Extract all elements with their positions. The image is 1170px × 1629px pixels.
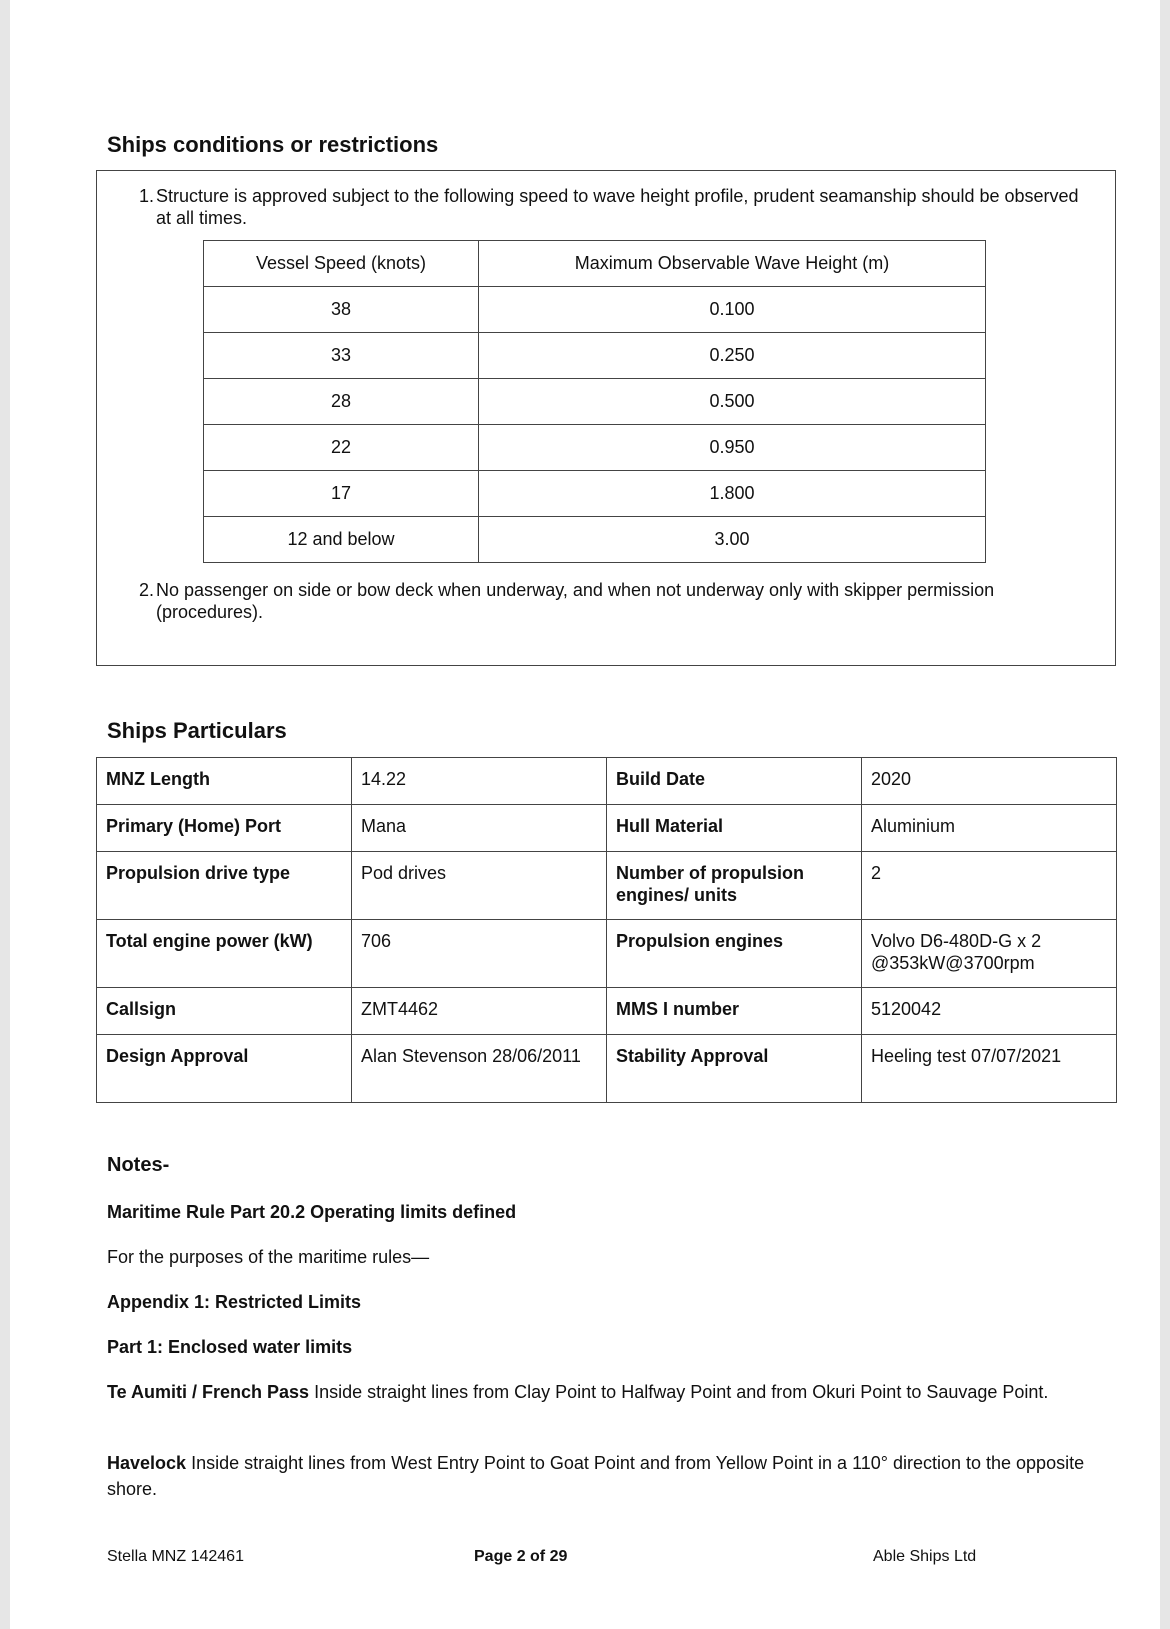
table-row (97, 920, 1117, 988)
table-row (204, 425, 986, 471)
rule-purpose-text: For the purposes of the maritime rules— (107, 1247, 430, 1267)
particular-value: 5120042 (862, 988, 1117, 1035)
particular-value: Pod drives (352, 852, 607, 920)
table-row (204, 287, 986, 333)
wave-height-column-header: Maximum Observable Wave Height (m) (479, 241, 986, 287)
footer-page-number: Page 2 of 29 (474, 1548, 568, 1565)
particulars-table (96, 757, 1117, 1103)
table-row (97, 1035, 1117, 1103)
particular-label: Total engine power (kW) (97, 920, 352, 988)
particular-label: Design Approval (97, 1035, 352, 1103)
speed-cell: 33 (204, 333, 479, 379)
footer-company: Able Ships Ltd (873, 1548, 977, 1565)
table-header-row (204, 241, 986, 287)
particular-value: Alan Stevenson 28/06/2011 (352, 1035, 607, 1103)
speed-cell: 28 (204, 379, 479, 425)
french-pass-text: Inside straight lines from Clay Point to Halfway Point and from Okuri Point to Sauvage Point. (309, 1382, 1049, 1402)
speed-cell: 17 (204, 471, 479, 517)
particular-label: Number of propulsion engines/ units (607, 852, 862, 920)
speed-cell: 22 (204, 425, 479, 471)
particular-value: ZMT4462 (352, 988, 607, 1035)
particular-label: MMS I number (607, 988, 862, 1035)
particular-value: Heeling test 07/07/2021 (862, 1035, 1117, 1103)
particular-label: MNZ Length (97, 758, 352, 805)
table-row (97, 758, 1117, 805)
french-pass-name: Te Aumiti / French Pass (107, 1382, 310, 1402)
particular-value: Volvo D6-480D-G x 2 @353kW@3700rpm (862, 920, 1117, 988)
particular-value: 2020 (862, 758, 1117, 805)
particular-value: 14.22 (352, 758, 607, 805)
part-heading: Part 1: Enclosed water limits (107, 1337, 353, 1357)
condition-item-2-text: No passenger on side or bow deck when underway, and when not underway only with skipper permission (procedures). (156, 580, 995, 622)
table-row (204, 517, 986, 563)
particular-label: Hull Material (607, 805, 862, 852)
particular-label: Primary (Home) Port (97, 805, 352, 852)
wave-height-cell: 3.00 (479, 517, 986, 563)
speed-cell: 38 (204, 287, 479, 333)
condition-item-2 (139, 579, 1079, 623)
havelock-text: Inside straight lines from West Entry Point to Goat Point and from Yellow Point in a 110° direction to the opposite shore. (107, 1453, 1085, 1499)
table-row (97, 988, 1117, 1035)
particulars-heading: Ships Particulars (107, 718, 287, 743)
particular-value: 2 (862, 852, 1117, 920)
wave-height-cell: 0.100 (479, 287, 986, 333)
particular-value: Mana (352, 805, 607, 852)
particular-value: Aluminium (862, 805, 1117, 852)
speed-cell: 12 and below (204, 517, 479, 563)
speed-column-header: Vessel Speed (knots) (204, 241, 479, 287)
particular-label: Callsign (97, 988, 352, 1035)
footer-vessel-id: Stella MNZ 142461 (107, 1548, 244, 1565)
notes-heading: Notes- (107, 1154, 170, 1176)
condition-item-1-number: 1. (139, 186, 155, 206)
appendix-heading: Appendix 1: Restricted Limits (107, 1292, 362, 1312)
table-row (204, 379, 986, 425)
document-page (10, 0, 1160, 1629)
wave-height-cell: 0.250 (479, 333, 986, 379)
wave-height-cell: 1.800 (479, 471, 986, 517)
table-row (204, 471, 986, 517)
speed-wave-table (203, 240, 986, 563)
condition-item-1-text: Structure is approved subject to the following speed to wave height profile, prudent seamanship should be observed at all times. (156, 186, 1079, 228)
particular-label: Propulsion drive type (97, 852, 352, 920)
rule-heading: Maritime Rule Part 20.2 Operating limits defined (107, 1202, 517, 1222)
table-row (97, 852, 1117, 920)
havelock-paragraph (107, 1450, 1097, 1502)
condition-item-1 (139, 185, 1079, 229)
particular-label: Stability Approval (607, 1035, 862, 1103)
particular-label: Propulsion engines (607, 920, 862, 988)
conditions-heading: Ships conditions or restrictions (107, 132, 439, 157)
particular-value: 706 (352, 920, 607, 988)
table-row (204, 333, 986, 379)
french-pass-paragraph (107, 1379, 1097, 1405)
wave-height-cell: 0.500 (479, 379, 986, 425)
table-row (97, 805, 1117, 852)
particular-label: Build Date (607, 758, 862, 805)
wave-height-cell: 0.950 (479, 425, 986, 471)
condition-item-2-number: 2. (139, 580, 155, 600)
havelock-name: Havelock (107, 1453, 187, 1473)
